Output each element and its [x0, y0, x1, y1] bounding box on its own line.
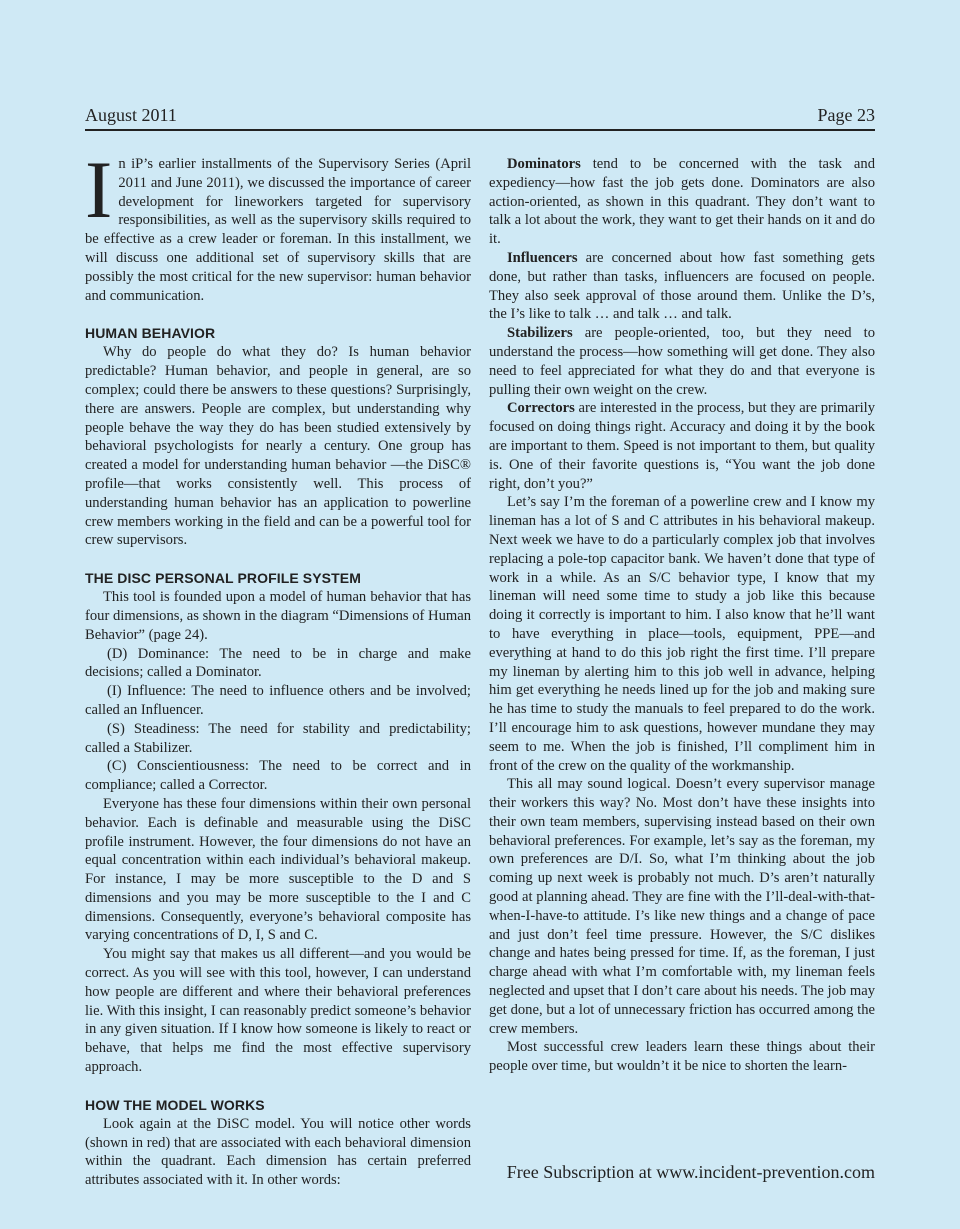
heading-how-model-works: HOW THE MODEL WORKS: [85, 1096, 265, 1113]
heading-human-behavior: HUMAN BEHAVIOR: [85, 325, 216, 342]
paragraph-most-successful: Most successful crew leaders learn these things about their people over time, but wouldn’t it be nice to shorten the learn-: [489, 1039, 875, 1075]
paragraph-influence: (I) Influence: The need to influence others and be involved; called an Influencer.: [85, 683, 471, 718]
paragraph-human-behavior: Why do people do what they do? Is human behavior predictable? Human behavior, and people in general, are so complex; could there be answers to these questions? Surprisingly, there are answers. People are complex, but understanding why people behave the way they do has been studied extensively by behavioral psychologists for nearly a century. One group has created a model for understanding human behavior —the DiSC® profile—that works consistently well. This process of understanding human behavior has an application to powerline crew members working in the field and can be a powerful tool for crew supervisors.: [85, 344, 471, 549]
paragraph-stabilizers: [489, 324, 875, 399]
paragraph-disc-intro: This tool is founded upon a model of human behavior that has four dimensions, as shown in the diagram “Dimensions of Human Behavior” (page 24).: [85, 589, 471, 643]
paragraph-everyone: Everyone has these four dimensions within their own personal behavior. Each is definable and measurable using the DiSC profile instrument. However, the four dimensions do not have an equal concentration within each individual’s behavioral makeup. For instance, I may be more susceptible to the D and S dimensions and you may be more susceptible to the I and C dimensions. Consequently, everyone’s behavioral composite has varying concentrations of D, I, S and C.: [85, 795, 471, 944]
paragraph-lets-say: Let’s say I’m the foreman of a powerline crew and I know my lineman has a lot of S and C attributes in his behavioral makeup. Next week we have to do a particularly complex job that involves replacing a pole-top capacitor bank. We haven’t done that type of work in a while. As an S/C behavior type, I know that my lineman will need some time to study a job like this because doing it correctly is important to him. I also know that he’ll want to have everything in place—tools, equipment, PPE—and everything at hand to do this job right the first time. I’ll prepare my lineman by alerting him to this job well in advance, helping him get everything he needs lined up for the job and making sure he has time to study the manuals to feel prepared to do the work. I’ll encourage him to ask questions, however mundane they may seem to me. When the job is finished, I’ll compliment him in front of the crew on the quality of the workmanship.: [489, 494, 875, 774]
paragraph-dominators: [489, 155, 875, 249]
issue-date: August 2011: [85, 105, 177, 125]
page-header: [85, 103, 875, 131]
left-column: [85, 144, 471, 1190]
paragraph-conscientiousness: (C) Conscientiousness: The need to be correct and in compliance; called a Corrector.: [85, 758, 471, 794]
paragraph-you-might-say: You might say that makes us all different—and you would be correct. As you will see with this tool, however, I can understand how people are different and where their behavioral preferences lie. With this insight, I can reasonably predict someone’s behavior in any given situation. If I know how someone is likely to react or behave, that helps me find the most effective supervisory approach.: [85, 946, 471, 1076]
drop-cap: I: [85, 144, 113, 235]
intro-paragraph: [85, 144, 471, 305]
paragraph-logical: This all may sound logical. Doesn’t every supervisor manage their workers this way? No. Most don’t have these insights into their own team members, supervising instead based on their own behavioral preferences. For example, let’s say as the foreman, my own preferences are D/I. So, what I’m thinking about the job coming up next week is probably not much. D’s aren’t naturally good at planning ahead. They are fine with the I’ll-deal-with-that-when-I-have-to attitude. I’s like new things and a change of pace and just don’t feel time pressure. However, the S/C dislikes change and hates being pressed for time. If, as the foreman, I just charge ahead with what I’m comfortable with, my lineman feels neglected and upset that I don’t care about his needs. The job may get done, but a lot of unnecessary friction has occurred among the crew members.: [489, 776, 875, 1037]
footer-subscription: Free Subscription at www.incident-prevention.com: [506, 1162, 875, 1182]
right-column: [489, 155, 875, 1076]
dominators-text: tend to be concerned with the task and expediency—how fast the job gets done. Dominators are also action-oriented, as shown in this quadrant. They don’t want to talk a lot about the work, they want to get their hands on it and do it.: [489, 156, 875, 248]
intro-text: n iP’s earlier installments of the Supervisory Series (April 2011 and June 2011), we discussed the importance of career development for lineworkers targeted for supervisory responsibilities, as well as the supervisory skills required to be effective as a crew leader or foreman. In this installment, we will discuss one additional set of supervisory skills that are possibly the most critical for the new supervisor: human behavior and communication.: [85, 156, 471, 304]
term-stabilizers: Stabilizers: [507, 325, 573, 342]
influencers-text: are concerned about how fast something gets done, but rather than tasks, influencers are focused on people. They also seek approval of those around them. Unlike the D’s, the I’s like to talk … and talk … and talk.: [489, 249, 875, 323]
stabilizers-text: are people-oriented, too, but they need to understand the process—how something will get done. They also need to feel appreciated for what they do and that everyone is pulling their own weight on the crew.: [489, 325, 875, 398]
page-number: Page 23: [817, 105, 875, 125]
term-dominators: Dominators: [507, 156, 581, 172]
paragraph-correctors: [489, 399, 875, 493]
paragraph-steadiness: (S) Steadiness: The need for stability and predictability; called a Stabilizer.: [85, 720, 471, 756]
paragraph-dominance: (D) Dominance: The need to be in charge and make decisions; called a Dominator.: [85, 645, 471, 681]
paragraph-model: Look again at the DiSC model. You will notice other words (shown in red) that are associated with each behavioral dimension within the quadrant. Each dimension has certain preferred attributes associated with it. In other words:: [85, 1115, 471, 1189]
heading-disc-profile: THE DISC PERSONAL PROFILE SYSTEM: [85, 570, 361, 587]
term-influencers: Influencers: [507, 249, 578, 266]
term-correctors: Correctors: [507, 400, 575, 417]
correctors-text: are interested in the process, but they are primarily focused on doing things right. Accuracy and doing it by the book are important to them. Speed is not important to them, but quality is. One of their favorite questions is, “You want the job done right, don’t you?”: [489, 400, 875, 492]
paragraph-influencers: [489, 249, 875, 324]
